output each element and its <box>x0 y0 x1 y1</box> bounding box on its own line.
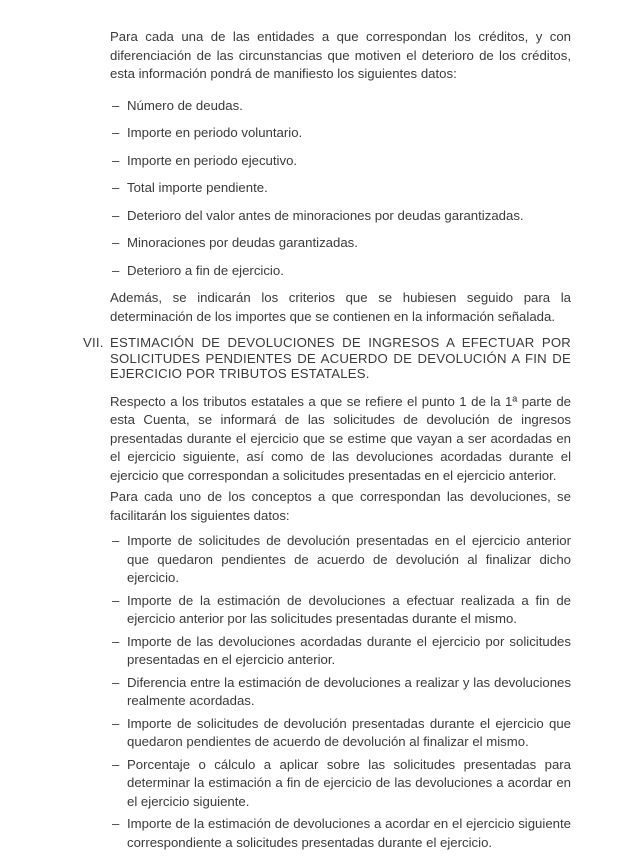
list-item-text: Importe de la estimación de devoluciones a acordar en el ejercicio siguiente correspondiente a solicitudes presentadas durante el ejercicio. <box>127 816 571 850</box>
intro-paragraph: Para cada una de las entidades a que correspondan los créditos, y con diferenciación de las circunstancias que motiven el deterioro de los créditos, esta información pondrá de manifiesto los siguientes datos: <box>110 29 571 81</box>
list-item-text: Importe de solicitudes de devolución presentadas durante el ejercicio que quedaron pendientes de acuerdo de devolución al finalizar el mismo. <box>127 715 571 749</box>
bullet-dash: – <box>112 125 120 140</box>
list-item <box>110 674 571 711</box>
section-number: VII. <box>83 335 104 350</box>
list-item <box>110 262 571 281</box>
bullet-dash: – <box>112 180 120 195</box>
list-item-text: Porcentaje o cálculo a aplicar sobre las solicitudes presentadas para determinar la estimación a fin de ejercicio de las devoluciones a acordar en el ejercicio siguiente. <box>127 756 571 809</box>
list-item <box>110 592 571 629</box>
list-item-text: Importe en periodo ejecutivo. <box>127 152 298 168</box>
tributos-paragraph: Respecto a los tributos estatales a que se refiere el punto 1 de la 1ª parte de esta Cuenta, se informará de las solicitudes de devolución de ingresos presentadas durante el ejercicio que se estime que vayan a ser acordadas en el ejercicio siguiente, así como de las devoluciones acordadas durante el ejercicio que correspondan a solicitudes presentadas en el ejercicio anterior. <box>110 393 571 483</box>
list-item <box>110 234 571 253</box>
list-item <box>110 715 571 752</box>
bullet-dash: – <box>112 816 120 831</box>
bullet-dash: – <box>112 533 120 548</box>
devoluciones-list <box>110 532 571 852</box>
bullet-dash: – <box>112 207 120 223</box>
list-item <box>110 756 571 812</box>
list-item-text: Deterioro del valor antes de minoraciones por deudas garantizadas. <box>127 207 524 223</box>
list-item-text: Minoraciones por deudas garantizadas. <box>127 235 358 250</box>
criteria-paragraph: Además, se indicarán los criterios que se hubiesen seguido para la determinación de los importes que se contienen en la información señalada. <box>110 290 571 324</box>
bullet-dash: – <box>112 633 120 649</box>
bullet-dash: – <box>112 715 120 731</box>
list-item-text: Importe de solicitudes de devolución presentadas en el ejercicio anterior que quedaron pendientes de acuerdo de devolución al finalizar dicho ejercicio. <box>127 533 571 585</box>
list-item <box>110 179 571 198</box>
bullet-dash: – <box>112 97 120 113</box>
list-item-text: Diferencia entre la estimación de devoluciones a realizar y las devoluciones realmente acordadas. <box>127 674 571 708</box>
bullet-dash: – <box>112 262 120 278</box>
list-item-text: Importe de la estimación de devoluciones a efectuar realizada a fin de ejercicio anterior por las solicitudes presentadas durante el mismo. <box>127 592 571 626</box>
list-item <box>110 207 571 226</box>
list-item <box>110 532 571 588</box>
bullet-dash: – <box>112 756 120 772</box>
bullet-dash: – <box>112 592 120 608</box>
list-item <box>110 633 571 670</box>
bullet-dash: – <box>112 152 120 168</box>
list-item-text: Número de deudas. <box>127 97 243 113</box>
list-item <box>110 815 571 852</box>
bullet-dash: – <box>112 674 120 690</box>
section-title: ESTIMACIÓN DE DEVOLUCIONES DE INGRESOS A EFECTUAR POR SOLICITUDES PENDIENTES DE ACUERDO DE DEVOLUCIÓN A FIN DE EJERCICIO POR TRIBUTOS ESTATALES. <box>110 335 571 381</box>
list-item-text: Total importe pendiente. <box>127 180 268 195</box>
list-item <box>110 97 571 116</box>
list-item <box>110 152 571 171</box>
list-item-text: Importe de las devoluciones acordadas durante el ejercicio por solicitudes presentadas en el ejercicio anterior. <box>127 633 571 667</box>
list-item-text: Deterioro a fin de ejercicio. <box>127 262 284 278</box>
section-heading <box>83 335 571 382</box>
list-item <box>110 124 571 143</box>
bullet-dash: – <box>112 235 120 250</box>
conceptos-paragraph: Para cada uno de los conceptos a que correspondan las devoluciones, se facilitarán los siguientes datos: <box>110 489 571 523</box>
credit-data-list <box>110 97 571 281</box>
list-item-text: Importe en periodo voluntario. <box>127 125 303 140</box>
